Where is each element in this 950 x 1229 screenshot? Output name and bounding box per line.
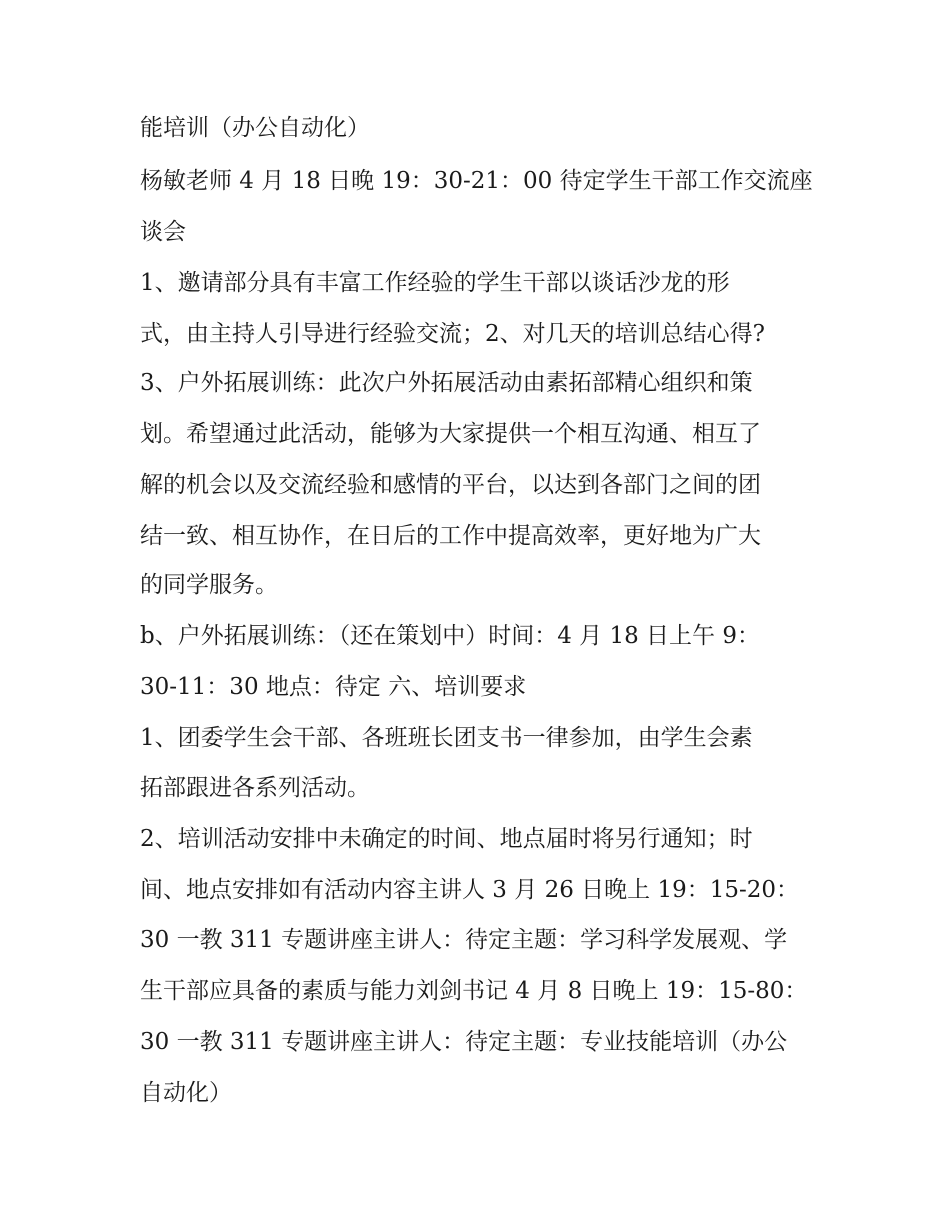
text-line: 30 一教 311 专题讲座主讲人：待定主题：学习科学发展观、学 [140,927,788,953]
text-line: 3、户外拓展训练：此次户外拓展活动由素拓部精心组织和策 [140,370,753,396]
text-line: 1、团委学生会干部、各班班长团支书一律参加，由学生会素 [140,725,753,751]
text-line: 结一致、相互协作，在日后的工作中提高效率，更好地为广大 [140,523,761,549]
text-line: 1、邀请部分具有丰富工作经验的学生干部以谈话沙龙的形 [140,270,730,296]
text-line: b、户外拓展训练：（还在策划中）时间：4 月 18 日上午 9： [140,623,761,649]
text-line: 生干部应具备的素质与能力刘剑书记 4 月 8 日晚上 19：15-80： [140,978,808,1004]
text-line: 解的机会以及交流经验和感情的平台，以达到各部门之间的团 [140,472,761,498]
text-line: 的同学服务。 [140,572,278,598]
text-line: 杨敏老师 4 月 18 日晚 19：30-21：00 待定学生干部工作交流座 [140,168,813,194]
text-line: 拓部跟进各系列活动。 [140,775,370,801]
text-line: 2、培训活动安排中未确定的时间、地点届时将另行通知；时 [140,826,753,852]
text-line: 30 一教 311 专题讲座主讲人：待定主题：专业技能培训（办公 [140,1029,788,1055]
text-line: 30-11：30 地点：待定 六、培训要求 [140,674,527,700]
text-line: 划。希望通过此活动，能够为大家提供一个相互沟通、相互了 [140,421,761,447]
text-line: 能培训（办公自动化） [140,115,370,141]
text-line: 自动化） [140,1080,232,1106]
text-line: 谈会 [140,219,186,245]
text-line: 间、地点安排如有活动内容主讲人 3 月 26 日晚上 19：15-20： [140,877,800,903]
text-line: 式，由主持人引导进行经验交流；2、对几天的培训总结心得? [140,321,765,347]
